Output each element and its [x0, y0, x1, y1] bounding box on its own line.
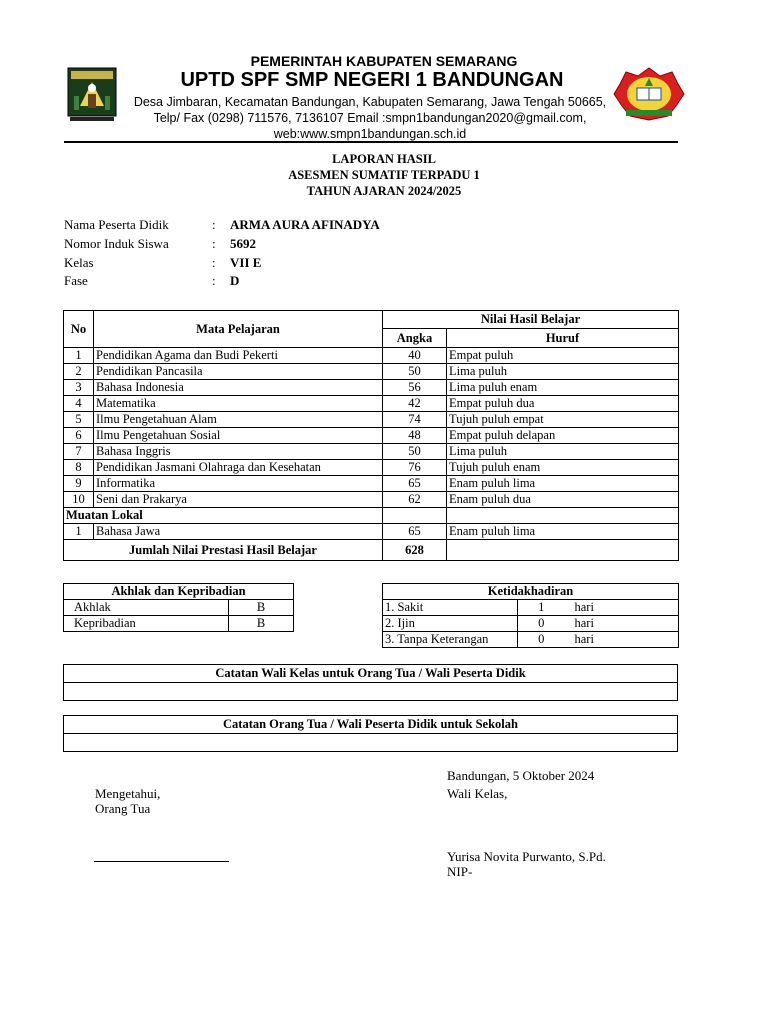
parent-note-body [64, 734, 677, 751]
absence-count: 0 [518, 632, 565, 648]
homeroom-note-title: Catatan Wali Kelas untuk Orang Tua / Wali Peserta Didik [64, 665, 677, 683]
score-number: 48 [383, 428, 447, 444]
homeroom-label: Wali Kelas, [447, 786, 508, 801]
score-number: 74 [383, 412, 447, 428]
absence-type: 3. Tanpa Keterangan [383, 632, 518, 648]
colon: : [212, 255, 216, 270]
row-number: 1 [64, 524, 94, 540]
attendance-table [382, 583, 679, 648]
student-name: ARMA AURA AFINADYA [230, 217, 380, 232]
teacher-name: Yurisa Novita Purwanto, S.Pd. [447, 849, 606, 864]
subject-name: Pendidikan Pancasila [94, 364, 383, 380]
subject-name: Matematika [94, 396, 383, 412]
student-phase: D [230, 273, 240, 288]
subject-name: Pendidikan Jasmani Olahraga dan Kesehatan [94, 460, 383, 476]
government-name: PEMERINTAH KABUPATEN SEMARANG [250, 53, 518, 69]
row-number: 3 [64, 380, 94, 396]
absence-count: 0 [518, 616, 565, 632]
table-row [64, 444, 679, 460]
table-row [383, 616, 679, 632]
empty-cell [383, 508, 447, 524]
table-row [64, 380, 679, 396]
subject-name: Bahasa Indonesia [94, 380, 383, 396]
school-address-line-1: Desa Jimbaran, Kecamatan Bandungan, Kabupaten Semarang, Jawa Tengah 50665, [133, 95, 607, 109]
header-letter: Huruf [447, 329, 679, 348]
absence-type: 2. Ijin [383, 616, 518, 632]
row-number: 1 [64, 348, 94, 364]
table-row [64, 476, 679, 492]
absence-unit: hari [565, 616, 679, 632]
score-words: Empat puluh [447, 348, 679, 364]
student-class-label: Kelas [64, 255, 94, 270]
absence-count: 1 [518, 600, 565, 616]
character-label: Akhlak [64, 600, 229, 616]
subject-name: Informatika [94, 476, 383, 492]
student-nis-label: Nomor Induk Siswa [64, 236, 169, 251]
header-no: No [64, 311, 94, 348]
student-phase-label: Fase [64, 273, 88, 288]
header-subject: Mata Pelajaran [94, 311, 383, 348]
academic-year: TAHUN AJARAN 2024/2025 [306, 184, 462, 198]
student-class: VII E [230, 255, 262, 270]
grades-table [63, 310, 679, 561]
score-number: 62 [383, 492, 447, 508]
score-words: Lima puluh enam [447, 380, 679, 396]
table-row [64, 492, 679, 508]
colon: : [212, 217, 216, 232]
subject-name: Seni dan Prakarya [94, 492, 383, 508]
student-name-label: Nama Peserta Didik [64, 217, 169, 232]
score-words: Tujuh puluh empat [447, 412, 679, 428]
table-row [64, 524, 679, 540]
table-row [383, 600, 679, 616]
score-number: 76 [383, 460, 447, 476]
score-number: 42 [383, 396, 447, 412]
row-number: 5 [64, 412, 94, 428]
table-row [64, 412, 679, 428]
score-words: Enam puluh lima [447, 476, 679, 492]
school-address-line-2: Telp/ Fax (0298) 711576, 7136107 Email :smpn1bandungan2020@gmail.com, [153, 111, 587, 125]
row-number: 7 [64, 444, 94, 460]
score-words: Enam puluh dua [447, 492, 679, 508]
subject-name: Bahasa Inggris [94, 444, 383, 460]
table-row [64, 616, 294, 632]
total-label: Jumlah Nilai Prestasi Hasil Belajar [64, 540, 383, 561]
acknowledge-label: Mengetahui, [95, 786, 161, 801]
empty-cell [447, 540, 679, 561]
score-number: 65 [383, 476, 447, 492]
total-score: 628 [383, 540, 447, 561]
table-row [64, 428, 679, 444]
place-date: Bandungan, 5 Oktober 2024 [447, 768, 595, 783]
colon: : [212, 236, 216, 251]
row-number: 9 [64, 476, 94, 492]
score-words: Lima puluh [447, 364, 679, 380]
score-words: Lima puluh [447, 444, 679, 460]
header-result: Nilai Hasil Belajar [383, 311, 679, 329]
parent-signature-line [94, 861, 229, 862]
student-nis: 5692 [230, 236, 256, 251]
school-name: UPTD SPF SMP NEGERI 1 BANDUNGAN [180, 69, 564, 91]
score-words: Empat puluh delapan [447, 428, 679, 444]
row-number: 8 [64, 460, 94, 476]
school-website: web:www.smpn1bandungan.sch.id [273, 127, 467, 141]
table-row [383, 632, 679, 648]
report-subtitle: ASESMEN SUMATIF TERPADU 1 [288, 168, 480, 182]
local-content-label: Muatan Lokal [64, 508, 383, 524]
subject-name: Ilmu Pengetahuan Alam [94, 412, 383, 428]
parent-label: Orang Tua [95, 801, 151, 816]
table-row [64, 600, 294, 616]
character-table [63, 583, 294, 632]
score-words: Enam puluh lima [447, 524, 679, 540]
character-grade: B [229, 616, 294, 632]
score-words: Empat puluh dua [447, 396, 679, 412]
score-number: 40 [383, 348, 447, 364]
score-words: Tujuh puluh enam [447, 460, 679, 476]
absence-unit: hari [565, 632, 679, 648]
parent-note-title: Catatan Orang Tua / Wali Peserta Didik untuk Sekolah [64, 716, 677, 734]
absence-unit: hari [565, 600, 679, 616]
absence-type: 1. Sakit [383, 600, 518, 616]
table-row [64, 348, 679, 364]
teacher-nip: NIP- [447, 864, 473, 879]
attendance-title: Ketidakhadiran [383, 584, 679, 600]
row-number: 6 [64, 428, 94, 444]
subject-name: Bahasa Jawa [94, 524, 383, 540]
colon: : [212, 273, 216, 288]
score-number: 50 [383, 364, 447, 380]
row-number: 4 [64, 396, 94, 412]
score-number: 65 [383, 524, 447, 540]
character-grade: B [229, 600, 294, 616]
report-title: LAPORAN HASIL [332, 152, 436, 166]
row-number: 10 [64, 492, 94, 508]
parent-note-box [63, 715, 678, 752]
subject-name: Pendidikan Agama dan Budi Pekerti [94, 348, 383, 364]
homeroom-note-box [63, 664, 678, 701]
score-number: 56 [383, 380, 447, 396]
score-number: 50 [383, 444, 447, 460]
subject-name: Ilmu Pengetahuan Sosial [94, 428, 383, 444]
homeroom-note-body [64, 683, 677, 700]
character-title: Akhlak dan Kepribadian [64, 584, 294, 600]
character-label: Kepribadian [64, 616, 229, 632]
table-row [64, 460, 679, 476]
header-number: Angka [383, 329, 447, 348]
table-row [64, 364, 679, 380]
empty-cell [447, 508, 679, 524]
row-number: 2 [64, 364, 94, 380]
letterhead-divider [64, 141, 678, 143]
table-row [64, 396, 679, 412]
